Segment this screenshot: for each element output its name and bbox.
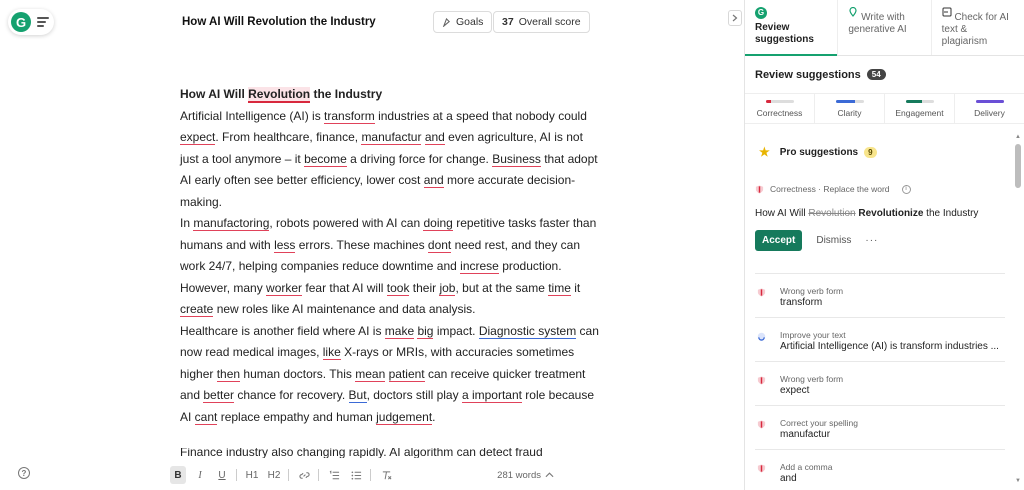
correctness-shield-icon (755, 185, 764, 194)
bold-button[interactable]: B (170, 466, 186, 484)
link-button[interactable] (296, 466, 312, 484)
category-label: Delivery (974, 107, 1005, 118)
category-correctness[interactable] (745, 94, 815, 123)
numbered-list-icon (329, 470, 340, 481)
scroll-up-arrow[interactable]: ▲ (1015, 134, 1021, 140)
suggestion-count-badge: 54 (867, 69, 886, 80)
accept-button[interactable]: Accept (755, 230, 802, 251)
help-icon[interactable]: ? (18, 467, 30, 479)
clarity-circle-icon (757, 332, 766, 341)
toolbar-divider (318, 469, 319, 481)
expanded-suggestion-card[interactable] (755, 178, 1005, 274)
more-options-button[interactable]: ··· (865, 235, 879, 246)
heading2-button[interactable]: H2 (267, 469, 281, 481)
heading1-button[interactable]: H1 (245, 469, 259, 481)
suggestion-category-text: Correctness · Replace the word (770, 184, 890, 194)
card-type: Add a comma (780, 462, 833, 472)
category-label: Engagement (895, 107, 944, 118)
category-label: Clarity (837, 107, 862, 118)
star-icon: ★ (759, 145, 770, 159)
suggestion-card[interactable] (755, 274, 1005, 318)
tab-ai-plagiarism[interactable] (932, 0, 1024, 55)
preview-text-end: the Industry (923, 208, 979, 219)
scroll-down-arrow[interactable]: ▼ (1015, 478, 1021, 484)
tab-label: Check for AI text & plagiarism (941, 12, 1009, 47)
paragraph-3: Healthcare is another field where AI is make big impact. Diagnostic system can now read medical images, like X-rays or MRIs, with accuracies sometimes higher then human doctors. This mean patient can receive quicker treatment and better chance for recovery. But, doctors still play a important role because AI cant replace empathy and human judgement. (180, 323, 599, 424)
grammarly-g-icon: G (755, 7, 767, 19)
suggestion-card[interactable] (755, 362, 1005, 406)
chevron-up-icon (545, 472, 554, 478)
chevron-right-icon (732, 14, 738, 22)
goals-button[interactable] (433, 11, 492, 33)
category-bar-fill (836, 100, 856, 103)
suggestion-preview (755, 208, 1005, 219)
tab-label: Review suggestions (755, 22, 814, 45)
correctness-shield-icon (757, 464, 766, 473)
suggestion-card[interactable] (755, 406, 1005, 450)
toolbar-divider (370, 469, 371, 481)
preview-text-start: How AI Will (755, 208, 809, 219)
heading-text-start: How AI Will (180, 87, 249, 101)
suggestions-list (745, 126, 1015, 490)
tab-label: Write with generative AI (848, 12, 907, 35)
score-value: 37 (502, 16, 514, 28)
document-body[interactable] (180, 84, 600, 428)
collapse-panel-button[interactable] (728, 10, 742, 26)
preview-new-word: Revolutionize (858, 208, 924, 219)
category-clarity[interactable] (815, 94, 885, 123)
toolbar-divider (288, 469, 289, 481)
correctness-shield-icon (757, 420, 766, 429)
info-icon[interactable]: i (902, 185, 911, 194)
card-text: Artificial Intelligence (AI) is transform industries ... (780, 341, 999, 352)
bullet-list-button[interactable] (348, 466, 364, 484)
goals-label: Goals (456, 16, 484, 28)
category-bar-fill (766, 100, 772, 103)
correctness-shield-icon (757, 376, 766, 385)
panel-tabs (745, 0, 1024, 56)
dismiss-button[interactable]: Dismiss (816, 235, 852, 246)
bullet-list-icon (351, 470, 362, 481)
scrollbar-thumb[interactable] (1015, 144, 1021, 188)
category-label: Correctness (756, 107, 803, 118)
format-toolbar (170, 464, 554, 486)
preview-old-word: Revolution (808, 208, 856, 219)
category-delivery[interactable] (955, 94, 1024, 123)
correctness-shield-icon (757, 288, 766, 297)
heading-text-end: the Industry (310, 87, 383, 101)
category-engagement[interactable] (885, 94, 955, 123)
flagged-word-revolution[interactable]: Revolution (248, 87, 311, 101)
card-text: manufactur (780, 429, 831, 440)
panel-header-title: Review suggestions (755, 68, 861, 81)
card-text: transform (780, 297, 823, 308)
link-icon (299, 470, 310, 481)
quote-icon (942, 7, 952, 17)
document-title: How AI Will Revolution the Industry (182, 16, 376, 28)
menu-icon (37, 17, 49, 27)
overall-score-button[interactable] (493, 11, 590, 33)
pro-suggestions-label: Pro suggestions (779, 146, 859, 158)
card-type: Wrong verb form (780, 286, 844, 296)
paragraph-2: In manufactoring, robots powered with AI can doing repetitive tasks faster than humans and with less errors. These machines dont need rest, and they can work 24/7, helping companies reduce downtime and increse production. However, many worker fear that AI will took their job, but at the same time it create new roles like AI maintenance and data analysis. (180, 216, 597, 316)
category-tabs (745, 94, 1024, 124)
toolbar-divider (236, 469, 237, 481)
card-type: Improve your text (780, 330, 846, 340)
pro-count-badge: 9 (864, 147, 876, 158)
clipped-paragraph-4 (180, 448, 600, 458)
category-bar (976, 100, 1004, 103)
grammarly-logo-icon: G (11, 12, 31, 32)
category-bar-fill (906, 100, 923, 103)
category-bar (906, 100, 934, 103)
paragraph-1: Artificial Intelligence (AI) is transform industries at a speed that nobody could expect. From healthcare, finance, manufactur and even agriculture, AI is not just a tool anymore – it become a driving force for change. Business that adopt AI early often see better efficiency, lower cost and more accurate decision-making. (180, 108, 598, 209)
clear-format-icon (381, 470, 392, 481)
location-pin-icon (848, 7, 858, 17)
word-count-text: 281 words (497, 469, 541, 481)
grammarly-menu-button[interactable] (8, 9, 54, 35)
card-text: expect (780, 385, 810, 396)
goals-icon (442, 18, 451, 27)
suggestions-panel (744, 0, 1024, 490)
tab-review-suggestions[interactable] (745, 0, 838, 55)
category-bar-fill (976, 100, 1004, 103)
review-suggestions-header (745, 56, 1024, 94)
card-text: and (780, 473, 797, 484)
suggestion-actions (755, 230, 1005, 251)
document-heading (180, 84, 600, 106)
suggestion-category-line (755, 182, 1005, 196)
clipped-line-text: Finance industry also changing rapidly. AI algorithm can detect fraud (180, 448, 543, 458)
category-bar (836, 100, 864, 103)
italic-button[interactable]: I (198, 469, 202, 481)
word-count[interactable] (497, 470, 554, 481)
tab-generative-ai[interactable] (838, 0, 931, 55)
category-bar (766, 100, 794, 103)
underline-button[interactable]: U (218, 469, 226, 481)
numbered-list-button[interactable] (326, 466, 342, 484)
clear-format-button[interactable] (378, 466, 394, 484)
score-label: Overall score (518, 16, 581, 28)
card-type: Correct your spelling (780, 418, 858, 428)
suggestion-card[interactable] (755, 450, 1005, 490)
card-type: Wrong verb form (780, 374, 844, 384)
pro-suggestions-row[interactable] (745, 126, 1015, 178)
suggestion-card[interactable] (755, 318, 1005, 362)
